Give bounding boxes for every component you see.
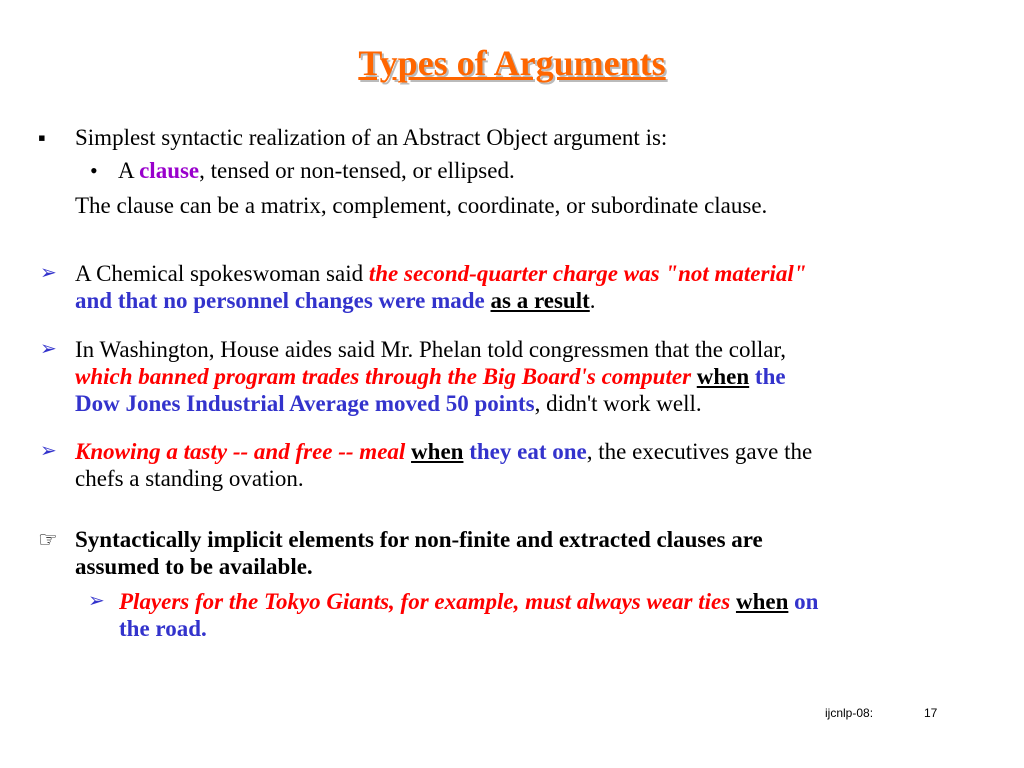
clause-term: clause xyxy=(139,158,200,183)
example-1-plain: A Chemical spokeswoman said xyxy=(75,261,369,286)
example-1-blue: and that no personnel changes were made xyxy=(75,288,485,313)
arrow-bullet-icon: ➢ xyxy=(40,338,57,360)
example-1-connective: as a result xyxy=(490,288,590,313)
pointing-hand-icon: ☞ xyxy=(38,527,58,552)
example-1-line-2 xyxy=(75,287,596,314)
example-3-plain: , the executives gave the xyxy=(586,439,813,464)
example-3-line-2: chefs a standing ovation. xyxy=(75,466,304,491)
dot-bullet-icon: • xyxy=(90,158,98,183)
example-3-line-1 xyxy=(75,438,812,465)
example-2-blue: Dow Jones Industrial Average moved 50 points xyxy=(75,391,535,416)
footer-source: ijcnlp-08: xyxy=(825,706,874,720)
bullet-1-note: The clause can be a matrix, complement, coordinate, or subordinate clause. xyxy=(75,193,768,218)
arrow-bullet-icon: ➢ xyxy=(40,440,57,462)
implicit-example-red: Players for the Tokyo Giants, for example, must always wear ties xyxy=(119,589,731,614)
example-2-end: , didn't work well. xyxy=(534,391,702,416)
example-2-red: which banned program trades through the Big Board's computer xyxy=(75,364,692,389)
example-3-blue: they eat one xyxy=(463,439,587,464)
bullet-1-text: Simplest syntactic realization of an Abstract Object argument is: xyxy=(75,125,668,150)
slide-title: Types of Arguments xyxy=(358,43,666,83)
page-number: 17 xyxy=(924,706,938,720)
example-3-red: Knowing a tasty -- and free -- meal xyxy=(75,439,406,464)
example-1-line-1 xyxy=(75,260,807,287)
implicit-line-1: Syntactically implicit elements for non-finite and extracted clauses are xyxy=(75,527,763,552)
example-2-connective: when xyxy=(696,364,750,389)
example-2-line-2 xyxy=(75,363,786,390)
example-2-line-1: In Washington, House aides said Mr. Phelan told congressmen that the collar, xyxy=(75,337,786,362)
example-1-end: . xyxy=(589,288,596,313)
arrow-bullet-icon: ➢ xyxy=(40,262,57,284)
sub-bullet-rest: , tensed or non-tensed, or ellipsed. xyxy=(199,158,515,183)
example-3-connective: when xyxy=(411,439,464,464)
sub-bullet-text xyxy=(118,157,515,184)
square-bullet-icon: ▪ xyxy=(38,125,46,150)
implicit-line-2: assumed to be available. xyxy=(75,554,313,579)
example-2-line-3 xyxy=(75,390,702,417)
implicit-example-line-2: the road. xyxy=(119,616,207,641)
arrow-bullet-icon: ➢ xyxy=(88,590,105,612)
implicit-example-blue-start: on xyxy=(788,589,819,614)
sub-bullet-prefix: A xyxy=(118,158,140,183)
example-2-blue-start: the xyxy=(749,364,786,389)
example-1-red: the second-quarter charge was "not material" xyxy=(368,261,807,286)
implicit-example-line-1 xyxy=(119,588,818,615)
implicit-example-connective: when xyxy=(735,589,789,614)
